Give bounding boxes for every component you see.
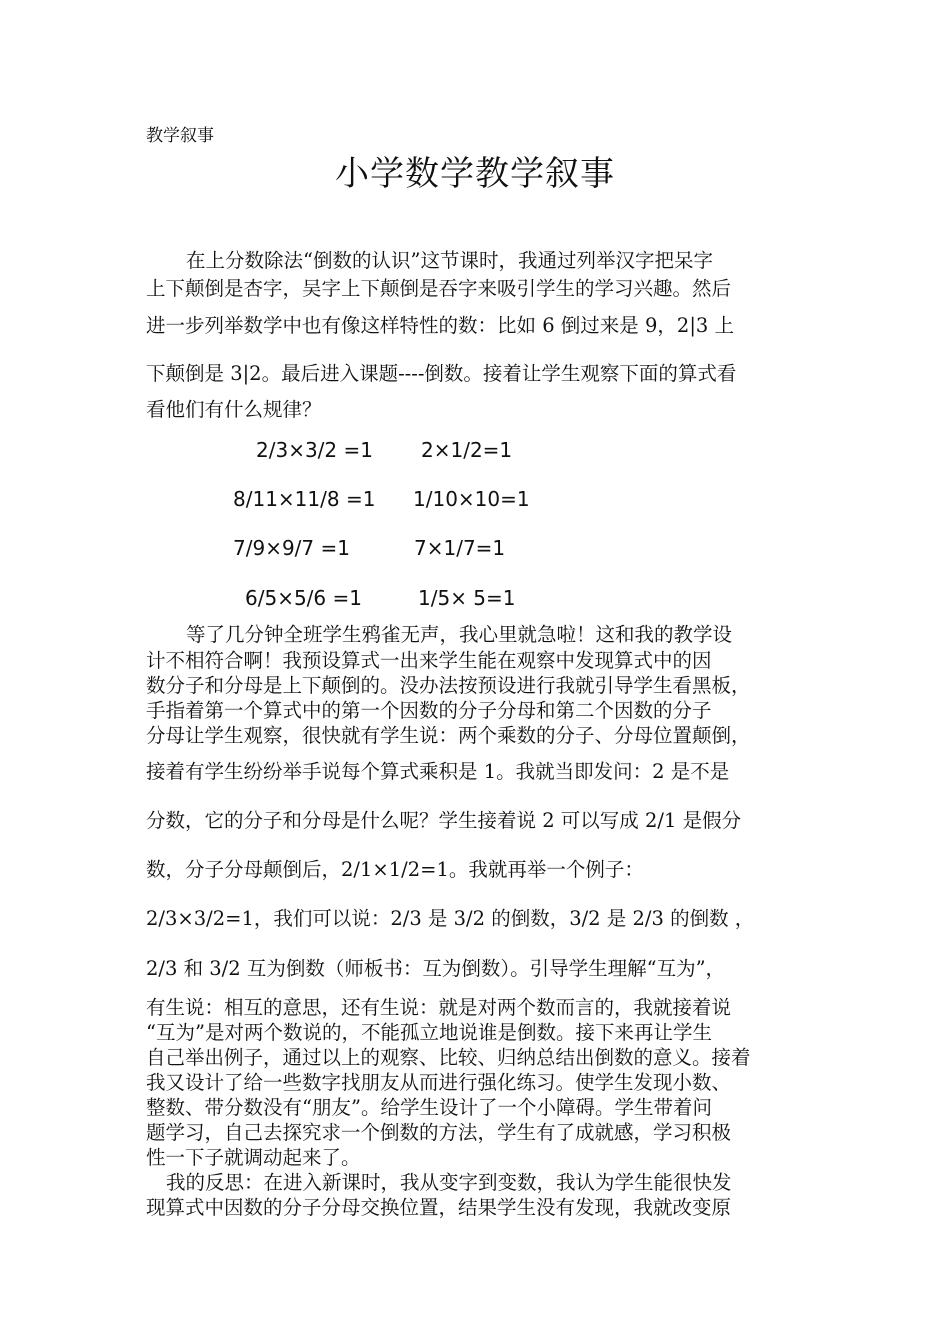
paragraph3-line: 现算式中因数的分子分母交换位置，结果学生没有发现，我就改变原 bbox=[146, 1196, 732, 1219]
header-label: 教学叙事 bbox=[146, 126, 214, 146]
equation-left: 7/9×9/7 =1 bbox=[233, 536, 350, 560]
paragraph1-line: 上下颠倒是杏字，吴字上下颠倒是吞字来吸引学生的学习兴趣。然后 bbox=[146, 277, 732, 300]
paragraph2-line: 有生说：相互的意思，还有生说：就是对两个数而言的，我就接着说 bbox=[146, 996, 732, 1019]
paragraph1-line: 下颠倒是 3|2。最后进入课题----倒数。接着让学生观察下面的算式看 bbox=[146, 362, 737, 385]
equation-right: 2×1/2=1 bbox=[421, 438, 513, 462]
equation-left: 8/11×11/8 =1 bbox=[233, 487, 376, 511]
paragraph3-line: 我的反思：在进入新课时，我从变字到变数，我认为学生能很快发 bbox=[166, 1171, 732, 1194]
paragraph2-line: 题学习，自己去探究求一个倒数的方法，学生有了成就感，学习积极 bbox=[146, 1121, 732, 1144]
paragraph2-line: 数分子和分母是上下颠倒的。没办法按预设进行我就引导学生看黑板， bbox=[146, 674, 751, 697]
paragraph2-line: 2/3×3/2=1，我们可以说：2/3 是 3/2 的倒数，3/2 是 2/3 的倒数 ， bbox=[146, 907, 755, 930]
equation-right: 7×1/7=1 bbox=[414, 536, 506, 560]
paragraph2-line: 分数，它的分子和分母是什么呢？学生接着说 2 可以写成 2/1 是假分 bbox=[146, 809, 742, 832]
paragraph2-line: 等了几分钟全班学生鸦雀无声，我心里就急啦！这和我的教学设 bbox=[186, 623, 733, 646]
paragraph2-line: “互为”是对两个数说的，不能孤立地说谁是倒数。接下来再让学生 bbox=[146, 1021, 712, 1044]
paragraph1-line: 看他们有什么规律？ bbox=[146, 398, 322, 421]
paragraph2-line: 我又设计了给一些数字找朋友从而进行强化练习。使学生发现小数、 bbox=[146, 1071, 732, 1094]
document-title: 小学数学教学叙事 bbox=[335, 154, 615, 194]
paragraph2-line: 分母让学生观察，很快就有学生说：两个乘数的分子、分母位置颠倒， bbox=[146, 724, 751, 747]
equation-left: 6/5×5/6 =1 bbox=[245, 586, 362, 610]
equation-left: 2/3×3/2 =1 bbox=[256, 438, 373, 462]
paragraph2-line: 数，分子分母颠倒后，2/1×1/2=1。我就再举一个例子： bbox=[146, 858, 644, 881]
paragraph1-line: 进一步列举数学中也有像这样特性的数：比如 6 倒过来是 9，2|3 上 bbox=[146, 314, 734, 337]
equation-right: 1/5× 5=1 bbox=[418, 586, 516, 610]
paragraph2-line: 自己举出例子，通过以上的观察、比较、归纳总结出倒数的意义。接着 bbox=[146, 1046, 751, 1069]
paragraph2-line: 性一下子就调动起来了。 bbox=[146, 1146, 361, 1169]
paragraph2-line: 2/3 和 3/2 互为倒数（师板书：互为倒数）。引导学生理解“互为”， bbox=[146, 957, 726, 980]
equation-right: 1/10×10=1 bbox=[413, 487, 530, 511]
paragraph2-line: 接着有学生纷纷举手说每个算式乘积是 1。我就当即发问：2 是不是 bbox=[146, 760, 730, 783]
paragraph2-line: 手指着第一个算式中的第一个因数的分子分母和第二个因数的分子 bbox=[146, 699, 712, 722]
paragraph2-line: 整数、带分数没有“朋友”。给学生设计了一个小障碍。学生带着问 bbox=[146, 1096, 712, 1119]
paragraph1-line: 在上分数除法“倒数的认识”这节课时，我通过列举汉字把呆字 bbox=[186, 249, 713, 272]
paragraph2-line: 计不相符合啊！我预设算式一出来学生能在观察中发现算式中的因 bbox=[146, 649, 712, 672]
